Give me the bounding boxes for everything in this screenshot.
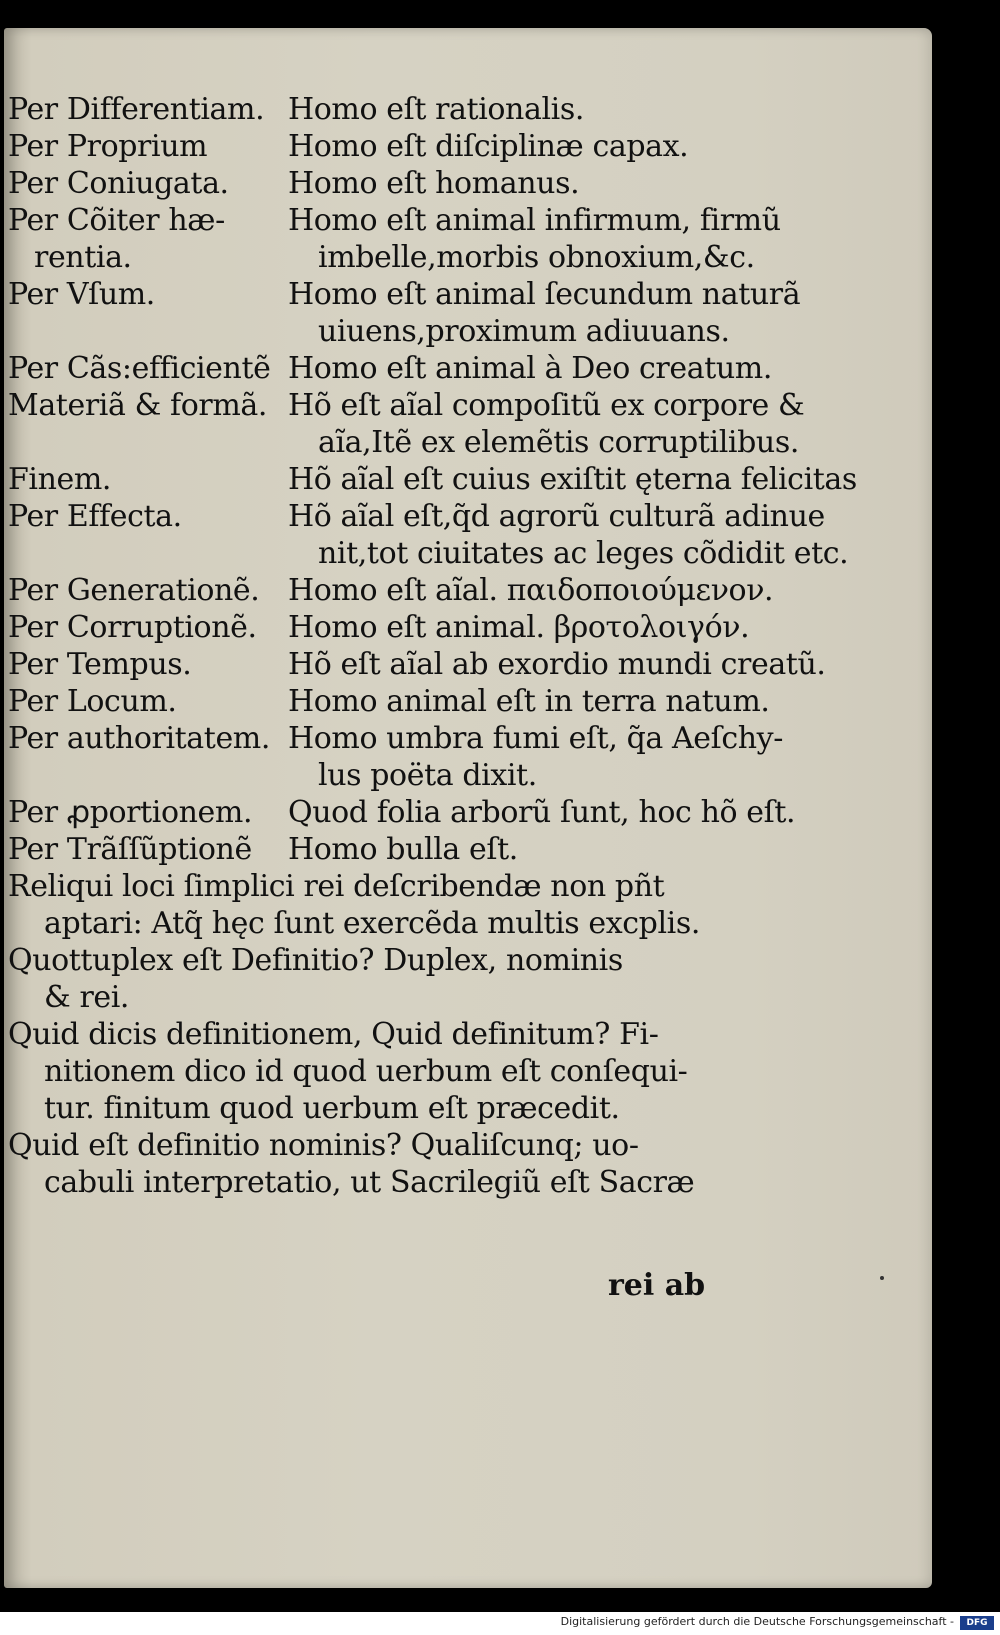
definition-example: Homo animal eſt in terra natum.: [288, 684, 770, 719]
body-text-line: nitionem dico id quod uerbum eſt conſequi-: [44, 1054, 688, 1089]
definition-example: imbelle,morbis obnoxium,&c.: [318, 240, 755, 275]
definition-locus-label: Per ꝓportionem.: [8, 795, 253, 830]
definition-locus-label: Per Vſum.: [8, 277, 155, 312]
definition-example: Homo eſt animal infirmum, firmũ: [288, 203, 781, 238]
definition-example: Quod folia arborũ ſunt, hoc hõ eſt.: [288, 795, 796, 830]
definition-example: Homo eſt animal ſecundum naturã: [288, 277, 801, 312]
definition-locus-label: Per Tempus.: [8, 647, 192, 682]
definition-locus-label: Per Locum.: [8, 684, 177, 719]
body-text-line: cabuli interpretatio, ut Sacrilegiũ eſt Sacræ: [44, 1165, 695, 1200]
definition-example: Homo eſt aĩal. παιδοποιούμενον.: [288, 573, 774, 608]
definition-example: nit,tot ciuitates ac leges cõdidit etc.: [318, 536, 849, 571]
definition-locus-label: Finem.: [8, 462, 112, 497]
definition-example: Homo eſt diſciplinæ capax.: [288, 129, 689, 164]
body-text-line: Reliqui loci ſimplici rei deſcribendæ non pñt: [8, 869, 665, 904]
definition-example: Hõ aĩal eſt,q̃d agrorũ culturã adinue: [288, 499, 825, 534]
definition-locus-label: Per Cõiter hæ-: [8, 203, 225, 238]
definition-locus-label: Per authoritatem.: [8, 721, 270, 756]
definition-example: Hõ aĩal eſt cuius exiſtit ęterna felicitas: [288, 462, 857, 497]
definition-example: lus poëta dixit.: [318, 758, 537, 793]
definition-example: Homo eſt animal. βροτολοιγόν.: [288, 610, 750, 645]
definition-example: Hõ eſt aĩal compoſitũ ex corpore &: [288, 388, 805, 423]
funding-notice: Digitalisierung gefördert durch die Deutsche Forschungsgemeinschaft -: [560, 1615, 954, 1628]
definition-example: Homo eſt animal à Deo creatum.: [288, 351, 772, 386]
footer-bar: [0, 1612, 1000, 1635]
definition-locus-label: Per Generationẽ.: [8, 573, 260, 608]
definition-locus-label: rentia.: [34, 240, 132, 275]
definition-locus-label: Per Corruptionẽ.: [8, 610, 257, 645]
catchword: rei ab: [608, 1268, 706, 1303]
definition-locus-label: Per Coniugata.: [8, 166, 229, 201]
body-text-line: Quid eſt definitio nominis? Qualiſcunq; uo-: [8, 1128, 639, 1163]
definition-locus-label: Per Proprium: [8, 129, 208, 164]
body-text-line: Quottuplex eſt Definitio? Duplex, nominis: [8, 943, 623, 978]
definition-example: uiuens,proximum adiuuans.: [318, 314, 730, 349]
definition-example: Hõ eſt aĩal ab exordio mundi creatũ.: [288, 647, 826, 682]
ink-speck: [880, 1276, 884, 1280]
definition-example: Homo eſt rationalis.: [288, 92, 584, 127]
definition-locus-label: Per Trãſſũptionẽ: [8, 832, 252, 867]
definition-example: aĩa,Itẽ ex elemẽtis corruptilibus.: [318, 425, 799, 460]
definition-example: Homo bulla eſt.: [288, 832, 518, 867]
body-text-line: Quid dicis definitionem, Quid definitum? Fi-: [8, 1017, 659, 1052]
body-text-line: tur. finitum quod uerbum eſt præcedit.: [44, 1091, 620, 1126]
definition-locus-label: Per Differentiam.: [8, 92, 265, 127]
body-text-line: aptari: Atq̃ hęc ſunt exercẽda multis excplis.: [44, 906, 700, 941]
dfg-logo: DFG: [960, 1616, 994, 1630]
definition-locus-label: Per Effecta.: [8, 499, 182, 534]
definition-locus-label: Materiã & formã.: [8, 388, 267, 423]
definition-locus-label: Per Cãs:efficientẽ: [8, 351, 271, 386]
definition-example: Homo umbra fumi eſt, q̃a Aeſchy-: [288, 721, 783, 756]
body-text-line: & rei.: [44, 980, 130, 1015]
definition-example: Homo eſt homanus.: [288, 166, 580, 201]
